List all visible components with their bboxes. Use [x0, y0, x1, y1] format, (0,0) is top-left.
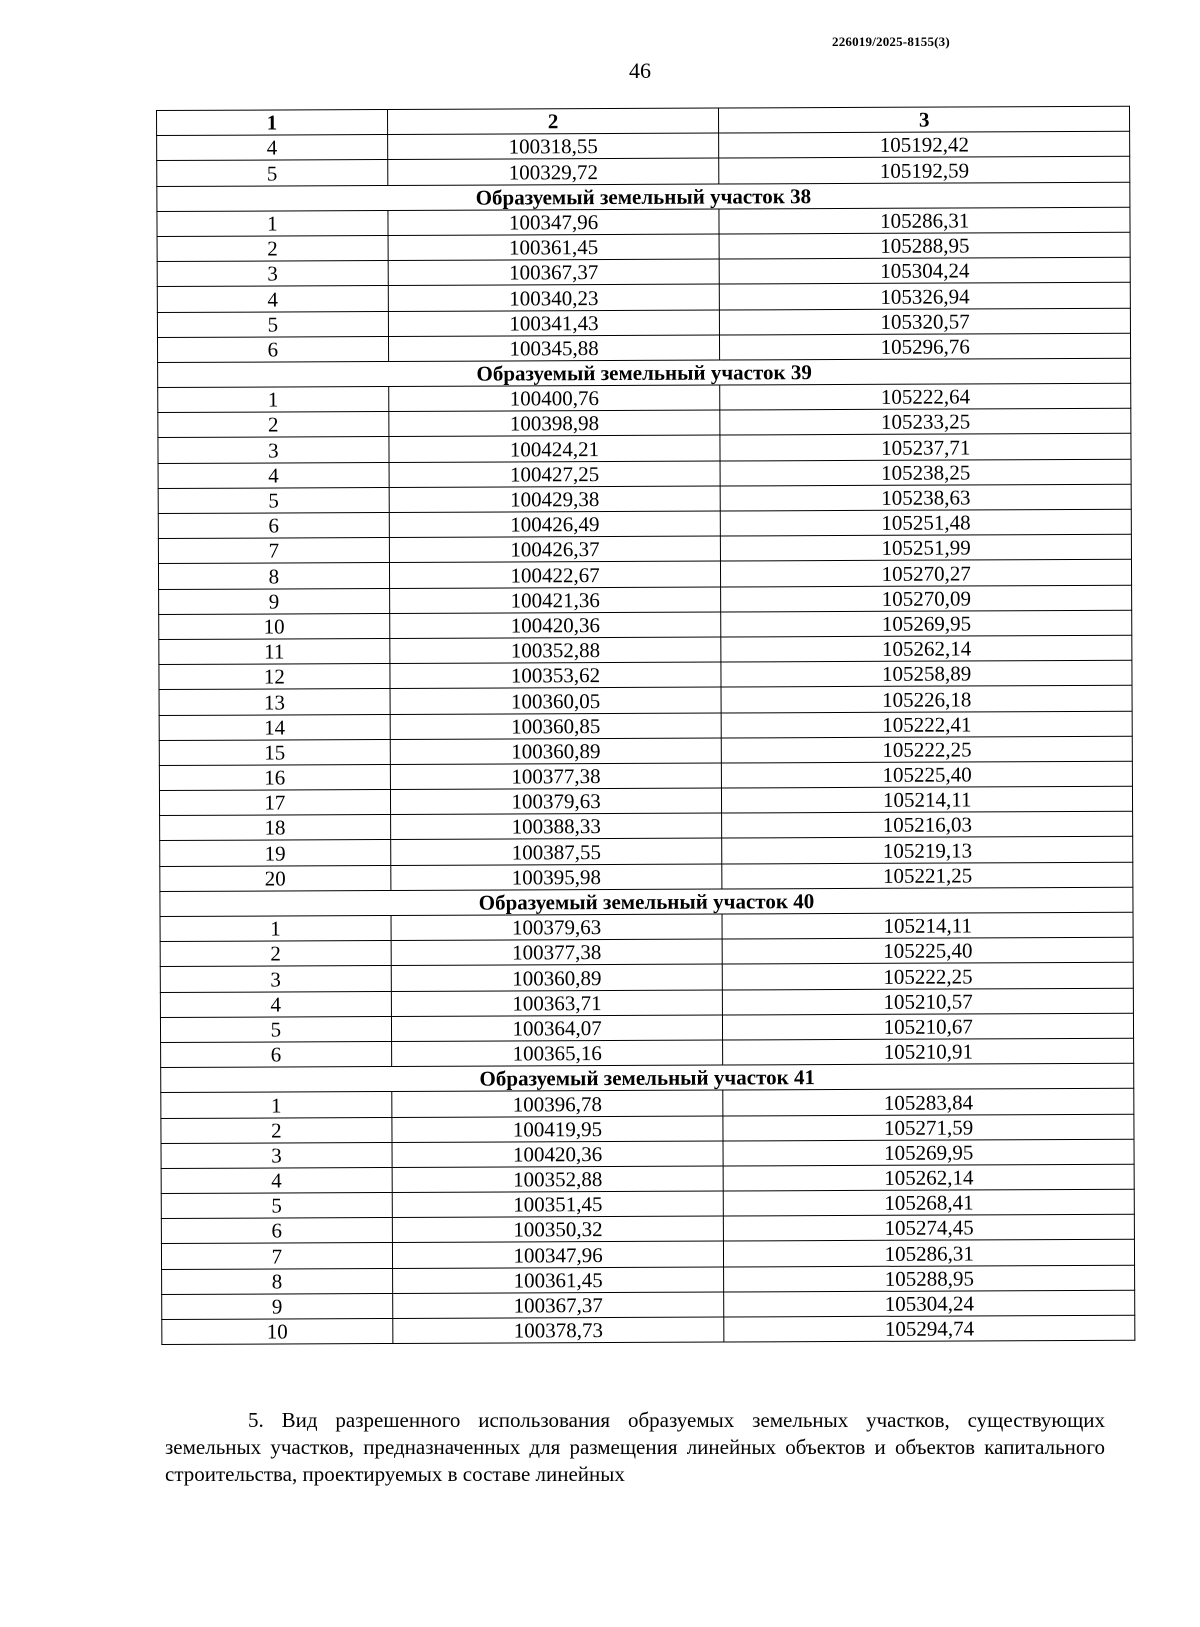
- point-number-cell: 4: [158, 462, 389, 488]
- column-header-2: 2: [387, 108, 719, 135]
- page-number: 46: [629, 58, 651, 83]
- section-title: Образуемый земельный участок 38: [157, 182, 1130, 211]
- point-number-cell: 1: [157, 210, 388, 236]
- y-coordinate-cell: 105226,18: [721, 686, 1132, 713]
- x-coordinate-cell: 100395,98: [391, 864, 723, 891]
- y-coordinate-cell: 105216,03: [722, 811, 1133, 838]
- y-coordinate-cell: 105192,42: [719, 131, 1130, 158]
- x-coordinate-cell: 100350,32: [392, 1216, 724, 1243]
- point-number-cell: 6: [157, 336, 388, 362]
- y-coordinate-cell: 105286,31: [724, 1240, 1135, 1267]
- point-number-cell: 1: [160, 915, 391, 941]
- y-coordinate-cell: 105286,31: [719, 207, 1130, 234]
- y-coordinate-cell: 105283,84: [723, 1089, 1134, 1116]
- y-coordinate-cell: 105222,41: [722, 711, 1133, 738]
- x-coordinate-cell: 100424,21: [389, 435, 721, 462]
- y-coordinate-cell: 105214,11: [722, 786, 1133, 813]
- point-number-cell: 10: [159, 613, 390, 639]
- y-coordinate-cell: 105270,09: [721, 585, 1132, 612]
- point-number-cell: 10: [162, 1318, 393, 1344]
- x-coordinate-cell: 100426,37: [389, 536, 721, 563]
- y-coordinate-cell: 105296,76: [720, 333, 1131, 360]
- x-coordinate-cell: 100387,55: [390, 838, 722, 865]
- point-number-cell: 4: [161, 1167, 392, 1193]
- y-coordinate-cell: 105288,95: [719, 232, 1130, 259]
- point-number-cell: 2: [161, 1117, 392, 1143]
- y-coordinate-cell: 105270,27: [721, 560, 1132, 587]
- document-number: 226019/2025-8155(3): [832, 34, 950, 49]
- point-number-cell: 13: [159, 689, 390, 715]
- column-header-1: 1: [157, 109, 388, 135]
- x-coordinate-cell: 100361,45: [392, 1267, 724, 1294]
- x-coordinate-cell: 100422,67: [389, 561, 721, 588]
- x-coordinate-cell: 100429,38: [389, 486, 721, 513]
- x-coordinate-cell: 100329,72: [387, 158, 719, 185]
- point-number-cell: 12: [159, 664, 390, 690]
- y-coordinate-cell: 105251,48: [721, 509, 1132, 536]
- x-coordinate-cell: 100388,33: [390, 813, 722, 840]
- y-coordinate-cell: 105326,94: [720, 283, 1131, 310]
- y-coordinate-cell: 105262,14: [724, 1164, 1135, 1191]
- point-number-cell: 7: [161, 1243, 392, 1269]
- point-number-cell: 2: [158, 412, 389, 438]
- y-coordinate-cell: 105219,13: [722, 837, 1133, 864]
- x-coordinate-cell: 100318,55: [387, 133, 719, 160]
- y-coordinate-cell: 105214,11: [722, 912, 1133, 939]
- point-number-cell: 5: [157, 311, 388, 337]
- point-number-cell: 18: [160, 815, 391, 841]
- point-number-cell: 17: [159, 790, 390, 816]
- y-coordinate-cell: 105225,40: [723, 937, 1134, 964]
- x-coordinate-cell: 100361,45: [388, 234, 720, 261]
- point-number-cell: 4: [160, 991, 391, 1017]
- x-coordinate-cell: 100400,76: [388, 385, 720, 412]
- x-coordinate-cell: 100398,98: [389, 410, 721, 437]
- y-coordinate-cell: 105269,95: [723, 1139, 1134, 1166]
- point-number-cell: 11: [159, 638, 390, 664]
- point-number-cell: 5: [158, 487, 389, 513]
- x-coordinate-cell: 100365,16: [391, 1040, 723, 1067]
- y-coordinate-cell: 105269,95: [721, 610, 1132, 637]
- x-coordinate-cell: 100379,63: [390, 788, 722, 815]
- y-coordinate-cell: 105274,45: [724, 1214, 1135, 1241]
- y-coordinate-cell: 105222,25: [723, 963, 1134, 990]
- y-coordinate-cell: 105233,25: [720, 408, 1131, 435]
- x-coordinate-cell: 100396,78: [392, 1090, 724, 1117]
- x-coordinate-cell: 100379,63: [391, 914, 723, 941]
- point-number-cell: 2: [157, 235, 388, 261]
- point-number-cell: 3: [158, 437, 389, 463]
- y-coordinate-cell: 105271,59: [723, 1114, 1134, 1141]
- y-coordinate-cell: 105192,59: [719, 157, 1130, 184]
- paragraph-text: 5. Вид разрешенного использования образуемых земельных участков, существующих земельных участков, предназначенных для размещения линейных объектов и объектов капитального строительства, проектируемых в составе линейных: [165, 1408, 1105, 1486]
- y-coordinate-cell: 105222,64: [720, 383, 1131, 410]
- x-coordinate-cell: 100360,05: [390, 687, 722, 714]
- point-number-cell: 5: [161, 1193, 392, 1219]
- section-title: Образуемый земельный участок 40: [160, 887, 1133, 916]
- y-coordinate-cell: 105268,41: [724, 1189, 1135, 1216]
- y-coordinate-cell: 105304,24: [724, 1290, 1135, 1317]
- x-coordinate-cell: 100352,88: [392, 1166, 724, 1193]
- point-number-cell: 8: [158, 563, 389, 589]
- x-coordinate-cell: 100367,37: [392, 1292, 724, 1319]
- x-coordinate-cell: 100427,25: [389, 461, 721, 488]
- x-coordinate-cell: 100347,96: [392, 1241, 724, 1268]
- x-coordinate-cell: 100364,07: [391, 1015, 723, 1042]
- y-coordinate-cell: 105262,14: [721, 635, 1132, 662]
- x-coordinate-cell: 100420,36: [392, 1141, 724, 1168]
- point-number-cell: 3: [161, 1142, 392, 1168]
- point-number-cell: 6: [161, 1041, 392, 1067]
- point-number-cell: 20: [160, 865, 391, 891]
- point-number-cell: 15: [159, 739, 390, 765]
- point-number-cell: 4: [157, 135, 388, 161]
- point-number-cell: 9: [159, 588, 390, 614]
- point-number-cell: 4: [157, 286, 388, 312]
- y-coordinate-cell: 105221,25: [722, 862, 1133, 889]
- x-coordinate-cell: 100367,37: [388, 259, 720, 286]
- coordinates-table-body: [157, 106, 1135, 1344]
- x-coordinate-cell: 100340,23: [388, 284, 720, 311]
- x-coordinate-cell: 100421,36: [389, 587, 721, 614]
- y-coordinate-cell: 105288,95: [724, 1265, 1135, 1292]
- x-coordinate-cell: 100378,73: [392, 1317, 724, 1344]
- point-number-cell: 3: [160, 966, 391, 992]
- x-coordinate-cell: 100360,85: [390, 713, 722, 740]
- y-coordinate-cell: 105238,63: [721, 484, 1132, 511]
- y-coordinate-cell: 105320,57: [720, 308, 1131, 335]
- point-number-cell: 19: [160, 840, 391, 866]
- point-number-cell: 7: [158, 538, 389, 564]
- point-number-cell: 5: [157, 160, 388, 186]
- section-title: Образуемый земельный участок 39: [158, 358, 1131, 387]
- y-coordinate-cell: 105251,99: [721, 534, 1132, 561]
- y-coordinate-cell: 105225,40: [722, 761, 1133, 788]
- x-coordinate-cell: 100352,88: [390, 637, 722, 664]
- y-coordinate-cell: 105304,24: [720, 257, 1131, 284]
- point-number-cell: 3: [157, 261, 388, 287]
- x-coordinate-cell: 100377,38: [390, 763, 722, 790]
- x-coordinate-cell: 100426,49: [389, 511, 721, 538]
- point-number-cell: 9: [162, 1293, 393, 1319]
- x-coordinate-cell: 100347,96: [388, 209, 720, 236]
- x-coordinate-cell: 100420,36: [389, 612, 721, 639]
- point-number-cell: 6: [161, 1218, 392, 1244]
- x-coordinate-cell: 100341,43: [388, 310, 720, 337]
- y-coordinate-cell: 105210,67: [723, 1013, 1134, 1040]
- point-number-cell: 8: [162, 1268, 393, 1294]
- y-coordinate-cell: 105237,71: [720, 434, 1131, 461]
- column-header-3: 3: [719, 106, 1130, 133]
- y-coordinate-cell: 105210,57: [723, 988, 1134, 1015]
- point-number-cell: 5: [160, 1016, 391, 1042]
- y-coordinate-cell: 105258,89: [721, 660, 1132, 687]
- y-coordinate-cell: 105222,25: [722, 736, 1133, 763]
- x-coordinate-cell: 100353,62: [390, 662, 722, 689]
- y-coordinate-cell: 105210,91: [723, 1038, 1134, 1065]
- y-coordinate-cell: 105294,74: [724, 1315, 1135, 1342]
- x-coordinate-cell: 100360,89: [390, 738, 722, 765]
- x-coordinate-cell: 100377,38: [391, 939, 723, 966]
- section-title: Образуемый земельный участок 41: [161, 1063, 1134, 1092]
- coordinates-table: [156, 106, 1135, 1345]
- point-number-cell: 6: [158, 512, 389, 538]
- body-paragraph: [165, 1407, 1105, 1488]
- point-number-cell: 2: [160, 941, 391, 967]
- x-coordinate-cell: 100360,89: [391, 964, 723, 991]
- y-coordinate-cell: 105238,25: [720, 459, 1131, 486]
- point-number-cell: 16: [159, 764, 390, 790]
- point-number-cell: 1: [158, 387, 389, 413]
- point-number-cell: 1: [161, 1092, 392, 1118]
- x-coordinate-cell: 100351,45: [392, 1191, 724, 1218]
- x-coordinate-cell: 100363,71: [391, 990, 723, 1017]
- point-number-cell: 14: [159, 714, 390, 740]
- table-row: [162, 1315, 1135, 1344]
- x-coordinate-cell: 100419,95: [392, 1116, 724, 1143]
- x-coordinate-cell: 100345,88: [388, 335, 720, 362]
